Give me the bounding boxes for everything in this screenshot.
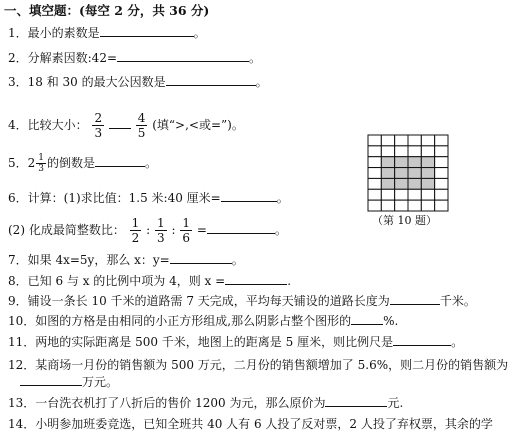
grid-cell (421, 135, 434, 146)
question-6 (8, 190, 289, 206)
q13-blank (325, 395, 387, 407)
q12-text: 12．某商场一月份的销售额为 500 万元，二月份的销售额增加了 5.6%，则二月份的销售额为 (8, 358, 509, 372)
question-13 (8, 395, 403, 411)
q6b-equals: = (196, 223, 207, 237)
grid-cell-shaded (408, 168, 421, 179)
q11-text: 11．两地的实际距离是 500 千米，地图上的距离是 5 厘米，则比例尺是 (8, 335, 394, 349)
q10-blank (351, 313, 383, 325)
q12-blank (20, 374, 82, 386)
grid-cell-shaded (408, 157, 421, 168)
grid-cell (421, 146, 434, 157)
q6b-fraction-c: $\frac{1}{6}$ (182, 216, 190, 245)
grid-cell-shaded (381, 168, 394, 179)
q11-blank (393, 334, 451, 346)
q2-end: 。 (249, 51, 262, 65)
question-2 (8, 50, 261, 66)
q12b-end: 万元。 (82, 375, 119, 389)
q6b-fraction-b: $\frac{1}{3}$ (157, 216, 165, 245)
q4-blank (109, 117, 131, 129)
grid-cell-shaded (421, 157, 434, 168)
q6-text: 6．计算：(1)求比值：1.5 米:40 厘米= (8, 191, 221, 205)
q4-text: 4．比较大小： (8, 118, 88, 132)
question-11 (8, 334, 463, 350)
q1-end: 。 (193, 26, 206, 40)
q6b-end: 。 (274, 223, 287, 237)
grid-cell (435, 178, 448, 189)
grid-cell (435, 135, 448, 146)
question-9 (8, 293, 476, 309)
grid-cell (435, 200, 448, 211)
q1-blank (100, 25, 194, 37)
grid-cell (368, 146, 381, 157)
q2-text: 2．分解素因数:42= (8, 51, 118, 65)
q7-text: 7．如果 4x=5y，那么 x：y= (8, 253, 170, 267)
q6b-blank (207, 222, 275, 234)
question-5 (8, 148, 157, 178)
q3-blank (166, 74, 256, 86)
q10-end: %. (383, 314, 399, 328)
q6-blank (221, 190, 277, 202)
grid-cell (421, 189, 434, 200)
q6b-text: (2) 化成最简整数比： (8, 223, 125, 237)
grid-cell (381, 146, 394, 157)
q5-whole: 2 (27, 156, 36, 170)
q9-blank (390, 293, 440, 305)
q9-text: 9．铺设一条长 10 千米的道路需 7 天完成，平均每天铺设的道路长度为 (8, 294, 390, 308)
question-10 (8, 313, 398, 329)
grid-cell (408, 146, 421, 157)
grid-cell (381, 135, 394, 146)
question-7 (8, 252, 244, 268)
question-1 (8, 25, 206, 41)
question-4 (8, 105, 244, 145)
q7-blank (170, 252, 232, 264)
q4-hint: (填“>,<或=”)。 (152, 118, 244, 132)
grid-cell (368, 168, 381, 179)
q3-end: 。 (255, 75, 268, 89)
grid-cell-shaded (421, 168, 434, 179)
figure-caption: （第 10 题） (372, 214, 437, 227)
q8-end: . (287, 274, 292, 288)
grid-cell-shaded (395, 157, 408, 168)
grid-figure (366, 133, 450, 213)
q5-text: 5． (8, 156, 28, 170)
q6-end: 。 (276, 191, 289, 205)
section-title: 一、填空题：(每空 2 分，共 36 分) (4, 3, 210, 18)
q3-text: 3．18 和 30 的最大公因数是 (8, 75, 166, 89)
question-6b (8, 212, 287, 248)
question-14 (8, 416, 493, 432)
grid-cell-shaded (381, 157, 394, 168)
q6b-colon-1: : (146, 223, 151, 237)
grid-cell (395, 135, 408, 146)
grid-cell (408, 135, 421, 146)
q13-text: 13．一台洗衣机打了八折后的售价 1200 为元，那么原价为 (8, 396, 326, 410)
grid-cell-shaded (408, 178, 421, 189)
grid-cell (395, 189, 408, 200)
grid-cell (421, 200, 434, 211)
grid-cell (435, 157, 448, 168)
q5-fraction: $\frac{1}{3}$ (38, 153, 45, 174)
grid-cell (435, 146, 448, 157)
grid-cell-shaded (381, 178, 394, 189)
grid-cell (395, 200, 408, 211)
q7-end: 。 (231, 253, 244, 267)
q6b-fraction-a: $\frac{1}{2}$ (131, 216, 140, 245)
q8-blank (225, 273, 287, 285)
grid-cell (368, 135, 381, 146)
grid-cell (381, 200, 394, 211)
q1-text: 1．最小的素数是 (8, 26, 100, 40)
q10-text: 10．如图的方格是由相同的小正方形组成,那么阴影占整个图形的 (8, 314, 352, 328)
q5-end: 。 (145, 156, 158, 170)
grid-cell (368, 157, 381, 168)
q6b-colon-2: : (171, 223, 176, 237)
q5-tail: 的倒数是 (47, 156, 96, 170)
q8-text: 8．已知 6 与 x 的比例中项为 4，则 x = (8, 274, 226, 288)
grid-cell (408, 189, 421, 200)
grid-cell (435, 189, 448, 200)
grid-cell (381, 189, 394, 200)
grid-cell (408, 200, 421, 211)
grid-cell-shaded (421, 178, 434, 189)
grid-cell (395, 146, 408, 157)
q9-end: 千米。 (439, 294, 476, 308)
q2-blank (117, 50, 249, 62)
question-8 (8, 273, 291, 289)
question-3 (8, 74, 268, 90)
q4-fraction-left: $\frac{2}{3}$ (94, 111, 103, 140)
grid-cell (435, 168, 448, 179)
question-12 (8, 357, 508, 373)
q5-blank (95, 155, 145, 167)
grid-cell (368, 189, 381, 200)
q4-fraction-right: $\frac{4}{5}$ (137, 111, 146, 140)
grid-cell (368, 178, 381, 189)
grid-cell (368, 200, 381, 211)
grid-cell-shaded (395, 178, 408, 189)
q13-end: 元. (387, 396, 404, 410)
question-12-cont (20, 374, 118, 390)
grid-cell-shaded (395, 168, 408, 179)
q14-text: 14．小明参加班委竞选，已知全班共 40 人有 6 人投了反对票，2 人投了弃权票，其余的学 (8, 417, 493, 431)
q11-end: 。 (451, 335, 464, 349)
